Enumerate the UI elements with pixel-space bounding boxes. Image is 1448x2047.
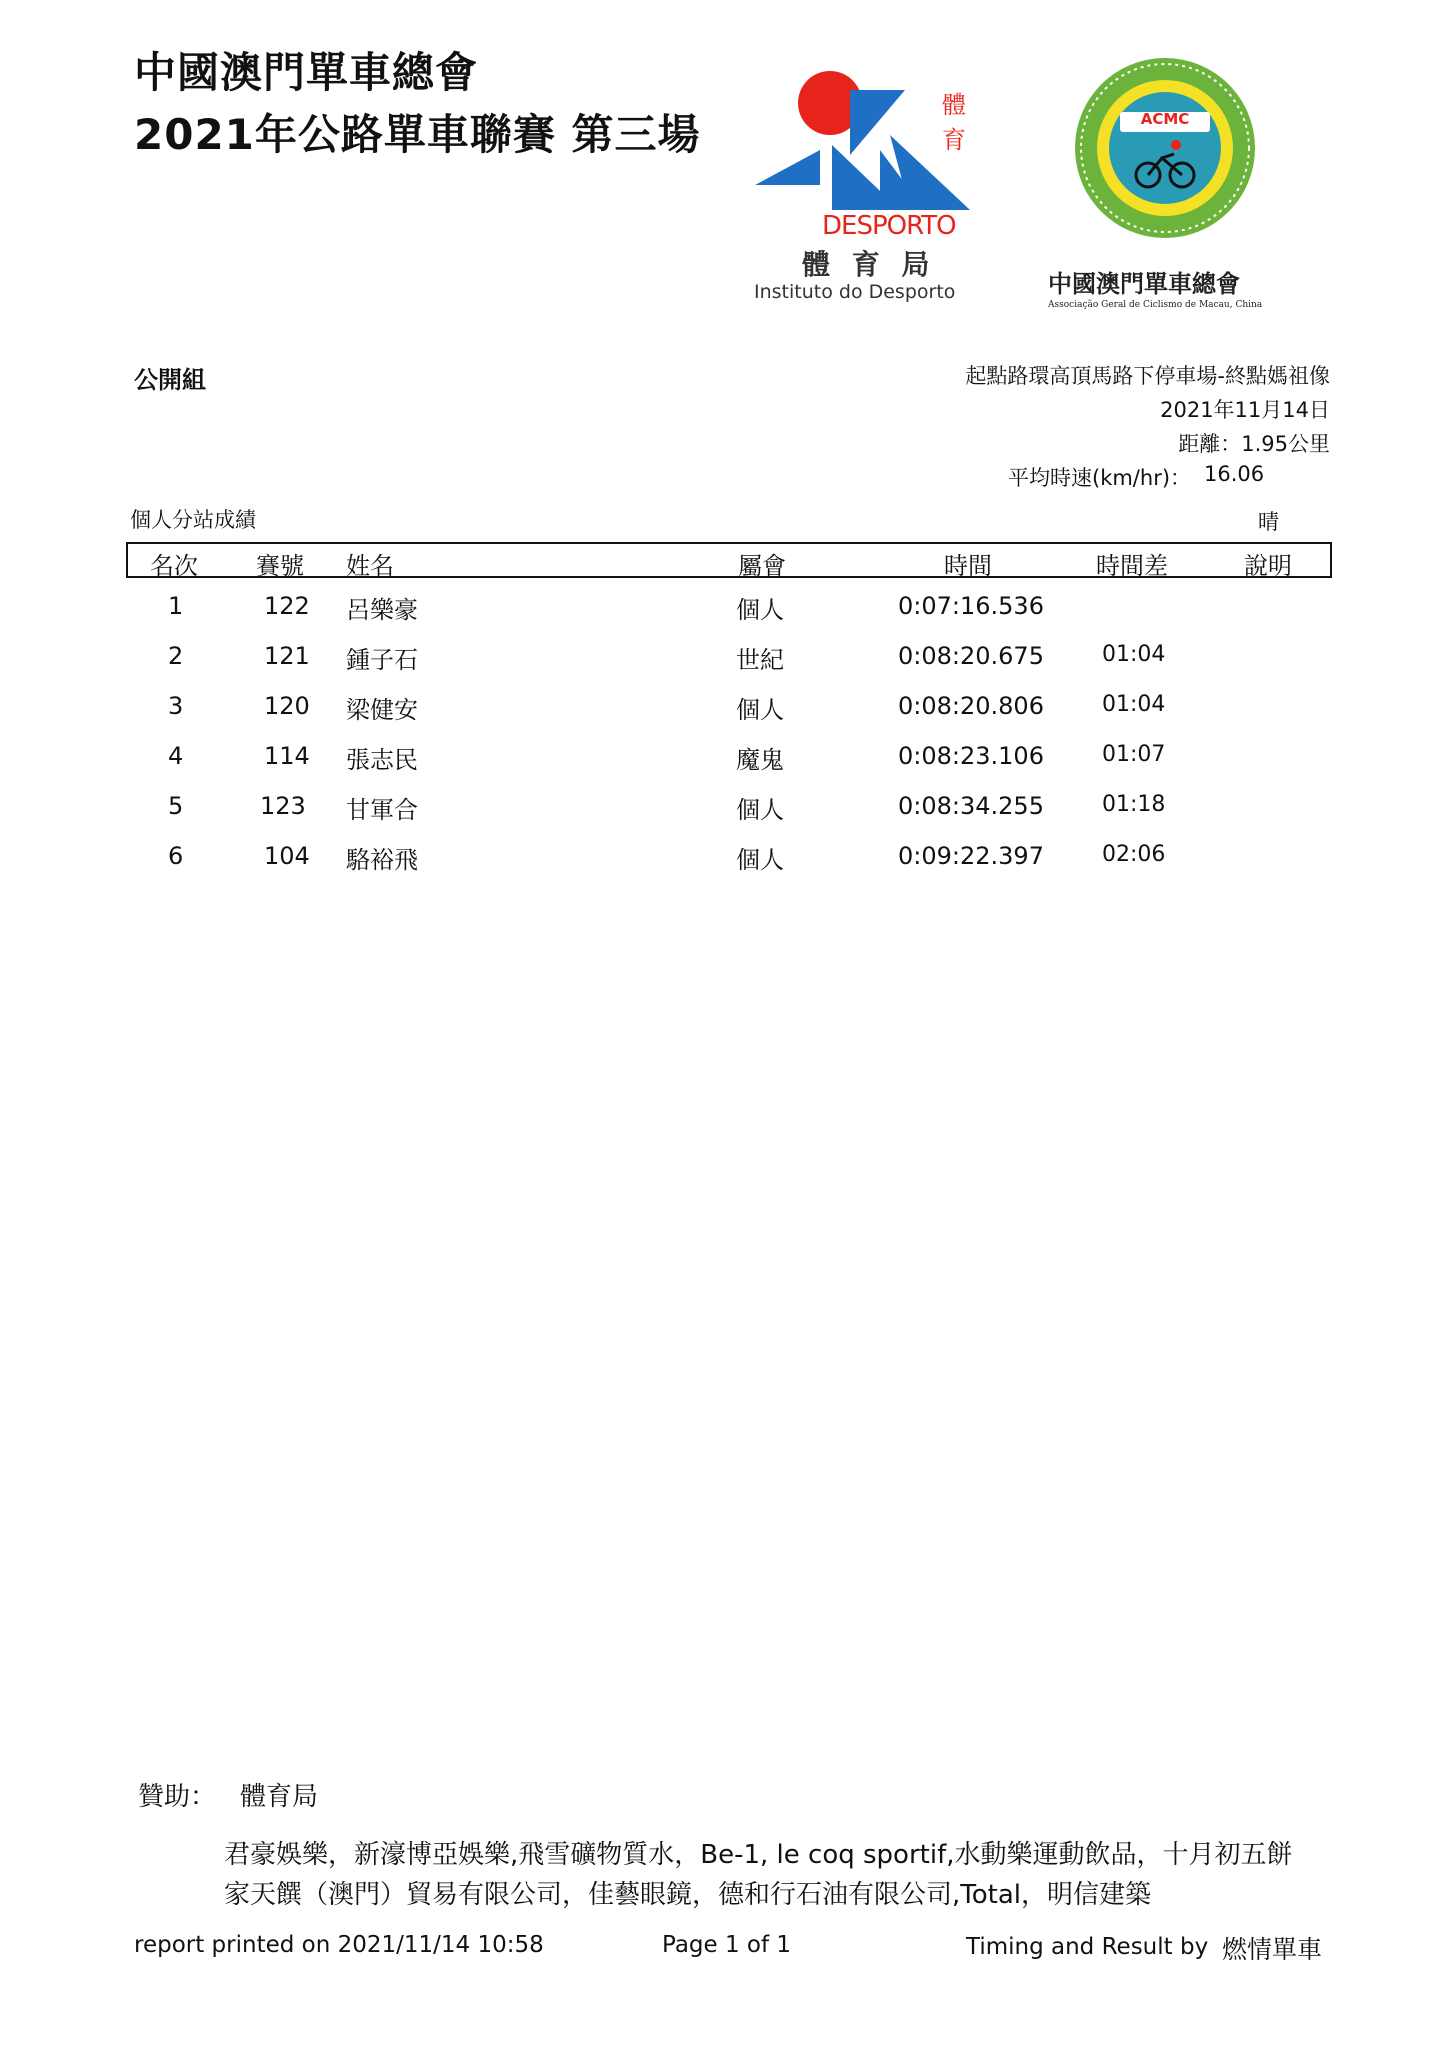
results-title: 個人分站成績 [130, 508, 256, 532]
cell-time: 0:09:22.397 [898, 842, 1044, 870]
cell-rank: 2 [168, 642, 184, 670]
sponsor-label: 贊助： [138, 1782, 217, 1812]
desporto-side-text-1: 體 [942, 91, 966, 119]
weather: 晴 [1258, 510, 1279, 534]
cell-club: 個人 [736, 846, 784, 874]
cell-bib: 120 [264, 692, 310, 720]
cell-time: 0:07:16.536 [898, 592, 1044, 620]
cell-name: 呂樂豪 [346, 596, 418, 624]
header-time: 時間 [944, 552, 992, 580]
header-bib: 賽號 [256, 552, 304, 580]
cell-bib: 123 [260, 792, 306, 820]
cell-name: 梁健安 [346, 696, 418, 724]
cell-club: 世紀 [736, 646, 784, 674]
event-title: 2021年公路單車聯賽 第三場 [134, 110, 701, 159]
cell-gap: 01:04 [1102, 692, 1166, 717]
cell-time: 0:08:34.255 [898, 792, 1044, 820]
cell-gap: 01:04 [1102, 642, 1166, 667]
avg-speed-value: 16.06 [1204, 462, 1265, 486]
acmc-abbr: ACMC [1140, 110, 1190, 128]
desporto-side-text-2: 育 [942, 126, 966, 154]
report-printed: report printed on 2021/11/14 10:58 [134, 1932, 544, 1958]
cell-gap: 01:07 [1102, 742, 1166, 767]
cell-name: 駱裕飛 [346, 846, 418, 874]
cell-club: 個人 [736, 596, 784, 624]
cell-name: 甘軍合 [346, 796, 418, 824]
cell-club: 個人 [736, 796, 784, 824]
cell-time: 0:08:20.806 [898, 692, 1044, 720]
race-date: 2021年11月14日 [1160, 398, 1330, 422]
table-row [126, 740, 1332, 790]
cell-rank: 4 [168, 742, 184, 770]
cell-time: 0:08:20.675 [898, 642, 1044, 670]
acmc-name-cn: 中國澳門單車總會 [1048, 269, 1240, 298]
cell-rank: 6 [168, 842, 184, 870]
acmc-emblem-icon [1040, 50, 1290, 240]
table-row [126, 790, 1332, 840]
header-name: 姓名 [346, 552, 394, 580]
timing-by: 燃情單車 [1222, 1935, 1323, 1964]
sponsor-main: 體育局 [240, 1782, 319, 1812]
cell-club: 個人 [736, 696, 784, 724]
category-label: 公開組 [134, 366, 206, 394]
cell-bib: 121 [264, 642, 310, 670]
cell-rank: 1 [168, 592, 184, 620]
race-route: 起點路環高頂馬路下停車場-終點媽祖像 [965, 364, 1330, 388]
cell-rank: 5 [168, 792, 184, 820]
acmc-logo [1040, 50, 1290, 320]
header-club: 屬會 [738, 552, 786, 580]
cell-rank: 3 [168, 692, 184, 720]
cell-bib: 114 [264, 742, 310, 770]
avg-speed-label: 平均時速(km/hr)： [1008, 466, 1192, 490]
results-table-header [126, 542, 1332, 578]
cell-name: 張志民 [346, 746, 418, 774]
header-note: 說明 [1244, 552, 1292, 580]
desporto-brand: DESPORTO [822, 211, 956, 241]
header-rank: 名次 [150, 552, 198, 580]
race-distance: 距離：1.95公里 [1178, 432, 1330, 456]
cell-club: 魔鬼 [736, 746, 784, 774]
page-number: Page 1 of 1 [662, 1932, 792, 1958]
cell-gap: 01:18 [1102, 792, 1166, 817]
header-gap: 時間差 [1096, 552, 1168, 580]
table-row [126, 640, 1332, 690]
cell-bib: 104 [264, 842, 310, 870]
desporto-name-cn: 體 育 局 [802, 248, 936, 281]
cell-time: 0:08:23.106 [898, 742, 1044, 770]
timing-label: Timing and Result by [966, 1934, 1209, 1960]
cell-name: 鍾子石 [346, 646, 418, 674]
table-row [126, 690, 1332, 740]
cell-gap: 02:06 [1102, 842, 1166, 867]
table-row [126, 840, 1332, 890]
desporto-logo [750, 55, 990, 305]
table-row [126, 590, 1332, 640]
acmc-name-pt: Associação Geral de Ciclismo de Macau, China [1048, 300, 1263, 310]
sponsor-line-2: 家天饌（澳門）貿易有限公司，佳藝眼鏡，德和行石油有限公司,Total，明信建築 [224, 1880, 1151, 1910]
org-title: 中國澳門單車總會 [134, 48, 479, 97]
sponsor-line-1: 君豪娛樂，新濠博亞娛樂,飛雪礦物質水，Be-1, le coq sportif,水動樂運動飲品，十月初五餅 [224, 1840, 1293, 1870]
cell-bib: 122 [264, 592, 310, 620]
desporto-name-pt: Instituto do Desporto [754, 281, 956, 303]
